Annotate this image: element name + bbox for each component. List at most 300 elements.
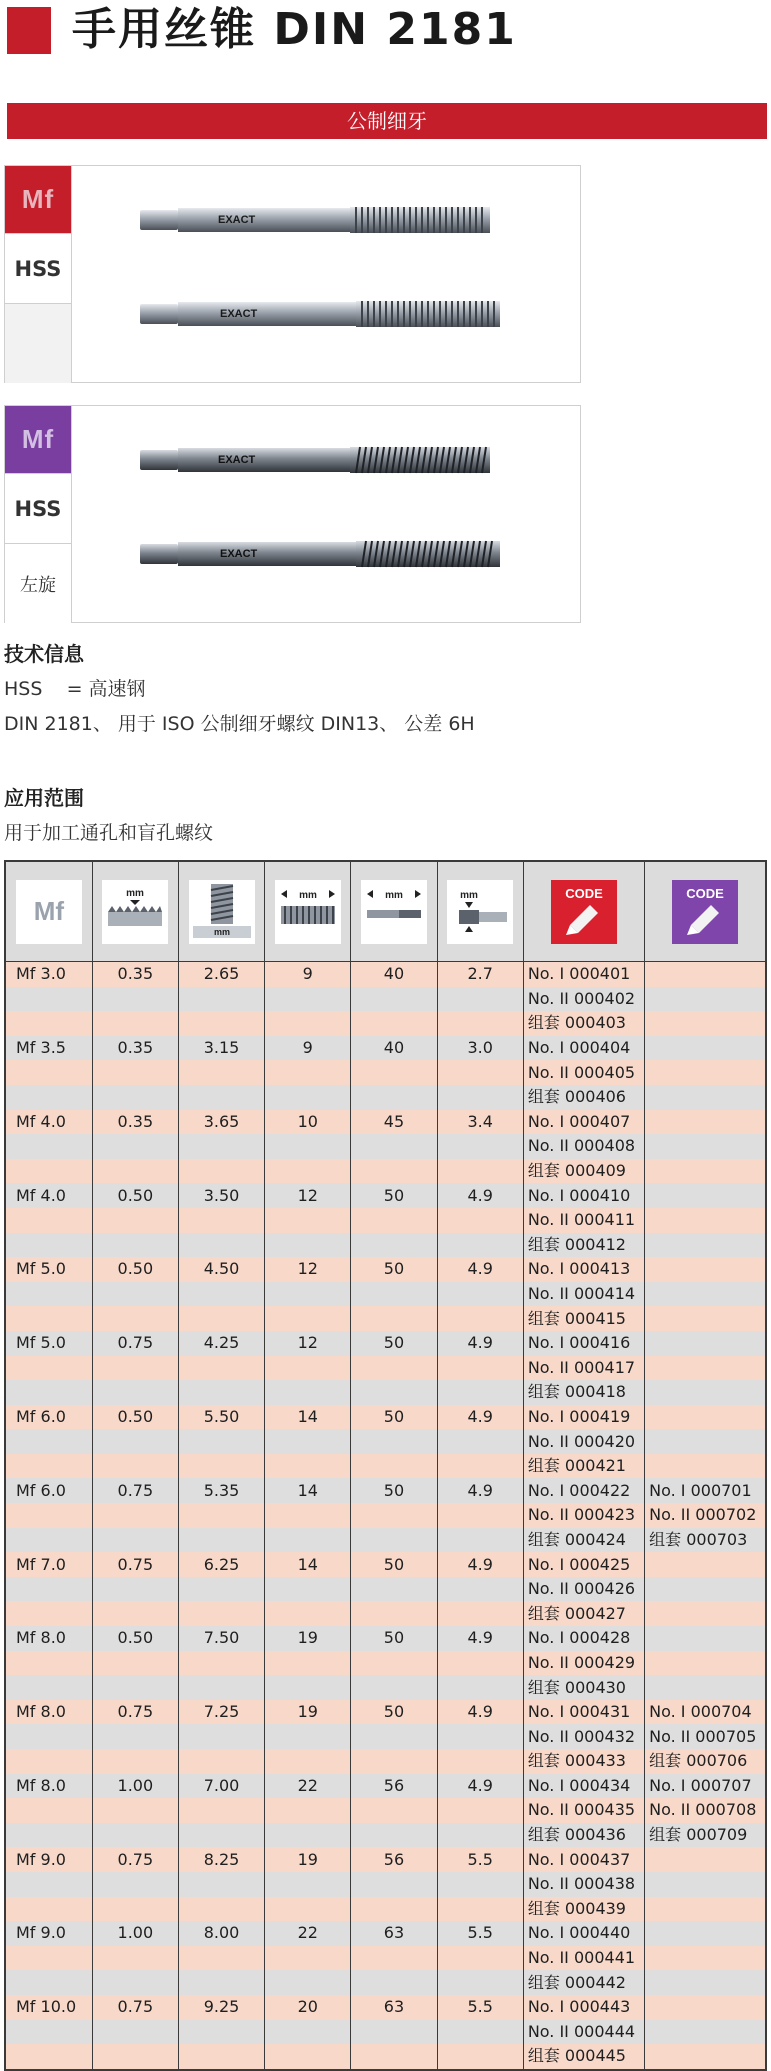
tech-info-line-din: DIN 2181、 用于 ISO 公制细牙螺纹 DIN13、 公差 6H bbox=[4, 713, 475, 735]
code-red-cell: No. II 000402 bbox=[523, 987, 644, 1012]
code-purple-cell: No. I 000704 bbox=[645, 1700, 766, 1725]
svg-text:mm: mm bbox=[213, 926, 230, 937]
drill-cell bbox=[178, 1601, 264, 1626]
thread-length-cell: 12 bbox=[265, 1183, 351, 1208]
thread-length-cell bbox=[265, 1872, 351, 1897]
svg-text:mm: mm bbox=[385, 889, 403, 901]
table-row bbox=[5, 1626, 766, 1651]
table-row bbox=[5, 1675, 766, 1700]
square-cell bbox=[437, 1060, 523, 1085]
code-purple-cell bbox=[645, 1060, 766, 1085]
code-red-cell: 组套 000415 bbox=[523, 1306, 644, 1331]
mf-badge-purple bbox=[5, 406, 71, 474]
header-drill bbox=[178, 861, 264, 962]
total-length-cell bbox=[351, 1134, 437, 1159]
total-length-cell bbox=[351, 1159, 437, 1184]
drill-cell bbox=[178, 1380, 264, 1405]
pitch-cell bbox=[92, 1601, 178, 1626]
square-cell bbox=[437, 1503, 523, 1528]
total-length-cell bbox=[351, 1011, 437, 1036]
tech-info-line-hss: HSS = 高速钢 bbox=[4, 678, 146, 700]
thread-length-cell bbox=[265, 1060, 351, 1085]
code-purple-cell bbox=[645, 1011, 766, 1036]
pitch-cell bbox=[92, 1724, 178, 1749]
size-cell bbox=[5, 1233, 92, 1258]
code-purple-cell: 组套 000703 bbox=[645, 1528, 766, 1553]
thread-length-cell bbox=[265, 1134, 351, 1159]
table-row bbox=[5, 1724, 766, 1749]
thread-length-cell bbox=[265, 1970, 351, 1995]
total-length-cell: 63 bbox=[351, 1995, 437, 2020]
square-cell bbox=[437, 1528, 523, 1553]
total-length-cell: 45 bbox=[351, 1110, 437, 1135]
total-length-cell bbox=[351, 2020, 437, 2045]
spec-table bbox=[4, 860, 767, 2071]
table-row bbox=[5, 1946, 766, 1971]
drill-cell: 9.25 bbox=[178, 1995, 264, 2020]
table-row bbox=[5, 1208, 766, 1233]
code-purple-cell bbox=[645, 1626, 766, 1651]
table-row bbox=[5, 1331, 766, 1356]
table-row bbox=[5, 1897, 766, 1922]
pitch-cell bbox=[92, 1651, 178, 1676]
drill-cell bbox=[178, 1011, 264, 1036]
page-title: 手用丝锥 DIN 2181 bbox=[72, 4, 517, 55]
code-red-cell: 组套 000406 bbox=[523, 1085, 644, 1110]
total-length-cell: 40 bbox=[351, 1036, 437, 1061]
total-length-cell bbox=[351, 1897, 437, 1922]
pitch-icon bbox=[102, 880, 168, 944]
total-length-cell bbox=[351, 1675, 437, 1700]
tap-brand-label: EXACT bbox=[218, 214, 256, 226]
code-red-cell: No. I 000422 bbox=[523, 1478, 644, 1503]
total-length-cell: 50 bbox=[351, 1478, 437, 1503]
size-cell: Mf 3.5 bbox=[5, 1036, 92, 1061]
size-cell bbox=[5, 1528, 92, 1553]
pitch-cell: 1.00 bbox=[92, 1921, 178, 1946]
header-size bbox=[5, 861, 92, 962]
code-purple-cell: No. II 000708 bbox=[645, 1798, 766, 1823]
square-cell bbox=[437, 1208, 523, 1233]
pitch-cell bbox=[92, 1528, 178, 1553]
drill-cell bbox=[178, 1675, 264, 1700]
square-cell: 2.7 bbox=[437, 962, 523, 987]
size-cell bbox=[5, 1872, 92, 1897]
table-row bbox=[5, 1060, 766, 1085]
code-red-cell: No. I 000413 bbox=[523, 1257, 644, 1282]
thread-length-cell bbox=[265, 1798, 351, 1823]
size-cell bbox=[5, 1060, 92, 1085]
total-length-cell bbox=[351, 1085, 437, 1110]
square-cell: 5.5 bbox=[437, 1995, 523, 2020]
square-cell: 5.5 bbox=[437, 1847, 523, 1872]
square-cell bbox=[437, 1282, 523, 1307]
tech-info-heading: 技术信息 bbox=[4, 642, 84, 666]
code-red-cell: No. II 000408 bbox=[523, 1134, 644, 1159]
square-cell bbox=[437, 1577, 523, 1602]
application-heading: 应用范围 bbox=[4, 786, 84, 810]
square-cell bbox=[437, 1749, 523, 1774]
code-purple-cell bbox=[645, 1675, 766, 1700]
thread-length-cell: 22 bbox=[265, 1921, 351, 1946]
code-red-cell: No. II 000429 bbox=[523, 1651, 644, 1676]
pitch-cell bbox=[92, 1675, 178, 1700]
square-cell bbox=[437, 1356, 523, 1381]
code-red-cell: No. II 000441 bbox=[523, 1946, 644, 1971]
pitch-cell bbox=[92, 2020, 178, 2045]
code-purple-cell: 组套 000706 bbox=[645, 1749, 766, 1774]
header-code-purple bbox=[645, 861, 766, 962]
square-cell: 4.9 bbox=[437, 1774, 523, 1799]
pitch-cell bbox=[92, 1798, 178, 1823]
total-length-cell bbox=[351, 1724, 437, 1749]
square-cell bbox=[437, 2020, 523, 2045]
code-red-cell: 组套 000430 bbox=[523, 1675, 644, 1700]
drill-cell bbox=[178, 1429, 264, 1454]
drill-cell bbox=[178, 1970, 264, 1995]
size-cell: Mf 6.0 bbox=[5, 1478, 92, 1503]
application-text: 用于加工通孔和盲孔螺纹 bbox=[4, 822, 214, 844]
pitch-cell bbox=[92, 1872, 178, 1897]
drill-cell bbox=[178, 1356, 264, 1381]
pitch-cell: 0.75 bbox=[92, 1331, 178, 1356]
code-purple-cell bbox=[645, 1159, 766, 1184]
pitch-cell: 0.75 bbox=[92, 1847, 178, 1872]
total-length-cell: 56 bbox=[351, 1774, 437, 1799]
code-red-cell: No. I 000404 bbox=[523, 1036, 644, 1061]
thread-length-cell bbox=[265, 1601, 351, 1626]
drill-cell: 2.65 bbox=[178, 962, 264, 987]
code-red-cell: No. II 000420 bbox=[523, 1429, 644, 1454]
code-red-cell: 组套 000442 bbox=[523, 1970, 644, 1995]
thread-length-cell bbox=[265, 1011, 351, 1036]
tap-brand-label: EXACT bbox=[218, 454, 256, 466]
size-cell bbox=[5, 1749, 92, 1774]
square-cell bbox=[437, 1159, 523, 1184]
pencil-icon bbox=[685, 901, 725, 935]
thread-length-cell: 12 bbox=[265, 1257, 351, 1282]
total-length-cell bbox=[351, 1282, 437, 1307]
code-purple-cell bbox=[645, 1282, 766, 1307]
code-purple-label: CODE bbox=[686, 885, 724, 901]
square-cell: 4.9 bbox=[437, 1331, 523, 1356]
code-purple-cell bbox=[645, 1651, 766, 1676]
mf-header-tile bbox=[16, 880, 82, 944]
drill-cell bbox=[178, 1282, 264, 1307]
code-purple-cell bbox=[645, 1257, 766, 1282]
size-cell: Mf 8.0 bbox=[5, 1626, 92, 1651]
mf-badge-label: Mf bbox=[21, 424, 55, 454]
total-length-cell bbox=[351, 1503, 437, 1528]
tap-plug-icon bbox=[140, 298, 500, 330]
code-purple-cell bbox=[645, 1110, 766, 1135]
drill-cell bbox=[178, 1823, 264, 1848]
square-size-icon bbox=[447, 880, 513, 944]
total-length-cell bbox=[351, 1380, 437, 1405]
drill-cell: 3.50 bbox=[178, 1183, 264, 1208]
thread-length-cell bbox=[265, 1380, 351, 1405]
drill-cell: 5.35 bbox=[178, 1478, 264, 1503]
code-red-cell: No. I 000410 bbox=[523, 1183, 644, 1208]
size-cell bbox=[5, 2044, 92, 2070]
code-red-cell: No. II 000426 bbox=[523, 1577, 644, 1602]
drill-cell bbox=[178, 1946, 264, 1971]
pitch-cell bbox=[92, 1970, 178, 1995]
section-bar: 公制细牙 bbox=[7, 103, 767, 139]
size-cell bbox=[5, 1454, 92, 1479]
code-red-tile bbox=[551, 880, 617, 944]
pitch-cell bbox=[92, 1454, 178, 1479]
thread-length-cell bbox=[265, 1651, 351, 1676]
thread-length-icon bbox=[275, 880, 341, 944]
code-purple-cell bbox=[645, 1601, 766, 1626]
square-cell bbox=[437, 1946, 523, 1971]
size-cell: Mf 3.0 bbox=[5, 962, 92, 987]
square-cell bbox=[437, 1429, 523, 1454]
square-cell bbox=[437, 1011, 523, 1036]
drill-cell: 5.50 bbox=[178, 1405, 264, 1430]
total-length-cell bbox=[351, 1823, 437, 1848]
thread-length-cell bbox=[265, 1356, 351, 1381]
thread-length-cell: 14 bbox=[265, 1405, 351, 1430]
total-length-cell: 50 bbox=[351, 1700, 437, 1725]
total-length-icon bbox=[361, 880, 427, 944]
drill-cell: 7.25 bbox=[178, 1700, 264, 1725]
thread-length-cell bbox=[265, 1946, 351, 1971]
thread-length-cell: 20 bbox=[265, 1995, 351, 2020]
total-length-cell bbox=[351, 1946, 437, 1971]
size-cell bbox=[5, 1503, 92, 1528]
square-cell bbox=[437, 1601, 523, 1626]
table-row bbox=[5, 1798, 766, 1823]
drill-cell: 3.65 bbox=[178, 1110, 264, 1135]
drill-cell: 3.15 bbox=[178, 1036, 264, 1061]
thread-length-cell: 19 bbox=[265, 1626, 351, 1651]
code-red-cell: No. II 000444 bbox=[523, 2020, 644, 2045]
code-red-cell: No. I 000431 bbox=[523, 1700, 644, 1725]
size-cell bbox=[5, 1970, 92, 1995]
size-cell bbox=[5, 987, 92, 1012]
square-cell bbox=[437, 1306, 523, 1331]
square-cell: 4.9 bbox=[437, 1626, 523, 1651]
size-cell bbox=[5, 1798, 92, 1823]
pitch-cell bbox=[92, 1011, 178, 1036]
table-row bbox=[5, 1995, 766, 2020]
tap-brand-label: EXACT bbox=[220, 548, 258, 560]
size-cell: Mf 4.0 bbox=[5, 1183, 92, 1208]
pitch-cell bbox=[92, 1897, 178, 1922]
total-length-cell bbox=[351, 1060, 437, 1085]
drill-cell: 8.00 bbox=[178, 1921, 264, 1946]
pitch-cell bbox=[92, 1208, 178, 1233]
tap-image-plug-left bbox=[140, 538, 500, 570]
code-purple-cell bbox=[645, 1208, 766, 1233]
total-length-cell bbox=[351, 1872, 437, 1897]
table-row bbox=[5, 1601, 766, 1626]
table-row bbox=[5, 1749, 766, 1774]
table-row bbox=[5, 1700, 766, 1725]
code-purple-cell bbox=[645, 1552, 766, 1577]
pitch-cell bbox=[92, 1356, 178, 1381]
square-cell: 4.9 bbox=[437, 1700, 523, 1725]
pitch-cell bbox=[92, 1380, 178, 1405]
square-cell: 4.9 bbox=[437, 1257, 523, 1282]
size-cell: Mf 8.0 bbox=[5, 1774, 92, 1799]
table-row bbox=[5, 1011, 766, 1036]
total-length-cell bbox=[351, 1970, 437, 1995]
table-row bbox=[5, 1454, 766, 1479]
square-cell bbox=[437, 1798, 523, 1823]
table-row bbox=[5, 1429, 766, 1454]
size-cell: Mf 4.0 bbox=[5, 1110, 92, 1135]
thread-length-cell: 19 bbox=[265, 1847, 351, 1872]
drill-cell: 8.25 bbox=[178, 1847, 264, 1872]
square-cell bbox=[437, 1872, 523, 1897]
table-body bbox=[5, 962, 766, 2070]
pitch-cell bbox=[92, 1060, 178, 1085]
size-cell bbox=[5, 1134, 92, 1159]
square-cell: 4.9 bbox=[437, 1405, 523, 1430]
drill-cell bbox=[178, 1060, 264, 1085]
size-cell bbox=[5, 1380, 92, 1405]
pitch-cell: 0.35 bbox=[92, 1110, 178, 1135]
code-red-cell: No. I 000416 bbox=[523, 1331, 644, 1356]
square-cell: 4.9 bbox=[437, 1552, 523, 1577]
size-cell bbox=[5, 1651, 92, 1676]
pitch-cell bbox=[92, 1159, 178, 1184]
size-cell bbox=[5, 1946, 92, 1971]
material-badge: HSS bbox=[5, 234, 71, 304]
code-purple-cell bbox=[645, 1306, 766, 1331]
table-row bbox=[5, 1552, 766, 1577]
total-length-cell bbox=[351, 987, 437, 1012]
pitch-cell: 0.50 bbox=[92, 1405, 178, 1430]
pitch-cell: 0.50 bbox=[92, 1626, 178, 1651]
total-length-cell bbox=[351, 2044, 437, 2070]
size-cell bbox=[5, 1577, 92, 1602]
code-red-cell: No. I 000407 bbox=[523, 1110, 644, 1135]
code-purple-cell bbox=[645, 987, 766, 1012]
code-red-cell: No. I 000419 bbox=[523, 1405, 644, 1430]
size-cell bbox=[5, 1429, 92, 1454]
table-row bbox=[5, 1921, 766, 1946]
size-cell: Mf 9.0 bbox=[5, 1921, 92, 1946]
code-red-cell: No. II 000405 bbox=[523, 1060, 644, 1085]
drill-cell bbox=[178, 1749, 264, 1774]
table-row bbox=[5, 987, 766, 1012]
pitch-cell: 0.35 bbox=[92, 1036, 178, 1061]
thread-length-cell bbox=[265, 1503, 351, 1528]
total-length-cell bbox=[351, 1429, 437, 1454]
code-purple-cell bbox=[645, 1380, 766, 1405]
square-cell bbox=[437, 1724, 523, 1749]
drill-cell bbox=[178, 1085, 264, 1110]
drill-cell: 4.50 bbox=[178, 1257, 264, 1282]
code-red-cell: 组套 000433 bbox=[523, 1749, 644, 1774]
thread-length-cell: 12 bbox=[265, 1331, 351, 1356]
drill-cell bbox=[178, 1306, 264, 1331]
pitch-cell bbox=[92, 2044, 178, 2070]
table-header-row bbox=[5, 861, 766, 962]
header-thread-length bbox=[265, 861, 351, 962]
square-cell bbox=[437, 987, 523, 1012]
size-cell: Mf 5.0 bbox=[5, 1331, 92, 1356]
svg-text:mm: mm bbox=[298, 889, 317, 901]
pitch-cell: 0.75 bbox=[92, 1700, 178, 1725]
pitch-cell bbox=[92, 1503, 178, 1528]
size-cell: Mf 7.0 bbox=[5, 1552, 92, 1577]
total-length-cell: 40 bbox=[351, 962, 437, 987]
size-cell bbox=[5, 1282, 92, 1307]
header-square bbox=[437, 861, 523, 962]
table-row bbox=[5, 1257, 766, 1282]
total-length-cell bbox=[351, 1528, 437, 1553]
header-total-length bbox=[351, 861, 437, 962]
code-red-cell: No. I 000443 bbox=[523, 1995, 644, 2020]
drill-cell bbox=[178, 987, 264, 1012]
drill-cell bbox=[178, 1577, 264, 1602]
code-purple-cell bbox=[645, 1847, 766, 1872]
pitch-cell bbox=[92, 1823, 178, 1848]
tap-plug-left-icon bbox=[140, 538, 500, 570]
pitch-cell: 1.00 bbox=[92, 1774, 178, 1799]
drill-diameter-icon bbox=[189, 880, 255, 944]
drill-cell bbox=[178, 1798, 264, 1823]
table-row bbox=[5, 2020, 766, 2045]
code-red-cell: No. II 000417 bbox=[523, 1356, 644, 1381]
code-red-cell: 组套 000412 bbox=[523, 1233, 644, 1258]
mf-badge-label: Mf bbox=[21, 184, 55, 214]
code-purple-cell bbox=[645, 1921, 766, 1946]
code-red-cell: 组套 000436 bbox=[523, 1823, 644, 1848]
thread-length-cell bbox=[265, 1429, 351, 1454]
code-red-cell: No. I 000428 bbox=[523, 1626, 644, 1651]
code-red-cell: No. II 000432 bbox=[523, 1724, 644, 1749]
code-red-cell: 组套 000439 bbox=[523, 1897, 644, 1922]
material-badge: HSS bbox=[5, 474, 71, 544]
drill-cell bbox=[178, 1897, 264, 1922]
thread-length-cell bbox=[265, 1675, 351, 1700]
code-purple-cell bbox=[645, 1995, 766, 2020]
pitch-cell bbox=[92, 987, 178, 1012]
code-purple-cell bbox=[645, 1429, 766, 1454]
drill-cell bbox=[178, 1208, 264, 1233]
total-length-cell bbox=[351, 1749, 437, 1774]
size-cell bbox=[5, 1011, 92, 1036]
total-length-cell bbox=[351, 1798, 437, 1823]
thread-length-cell bbox=[265, 1823, 351, 1848]
drill-cell: 7.00 bbox=[178, 1774, 264, 1799]
thread-length-cell: 9 bbox=[265, 1036, 351, 1061]
table-row bbox=[5, 1651, 766, 1676]
code-purple-cell: No. II 000705 bbox=[645, 1724, 766, 1749]
pitch-cell bbox=[92, 1282, 178, 1307]
drill-cell bbox=[178, 1454, 264, 1479]
thread-length-cell: 19 bbox=[265, 1700, 351, 1725]
size-cell bbox=[5, 1208, 92, 1233]
badge-column bbox=[5, 166, 72, 382]
code-red-cell: No. I 000437 bbox=[523, 1847, 644, 1872]
size-cell: Mf 9.0 bbox=[5, 1847, 92, 1872]
size-cell bbox=[5, 1085, 92, 1110]
table-row bbox=[5, 1872, 766, 1897]
code-red-cell: No. II 000435 bbox=[523, 1798, 644, 1823]
size-cell bbox=[5, 1356, 92, 1381]
square-cell bbox=[437, 1823, 523, 1848]
drill-cell: 4.25 bbox=[178, 1331, 264, 1356]
total-length-cell bbox=[351, 1356, 437, 1381]
total-length-cell: 50 bbox=[351, 1257, 437, 1282]
